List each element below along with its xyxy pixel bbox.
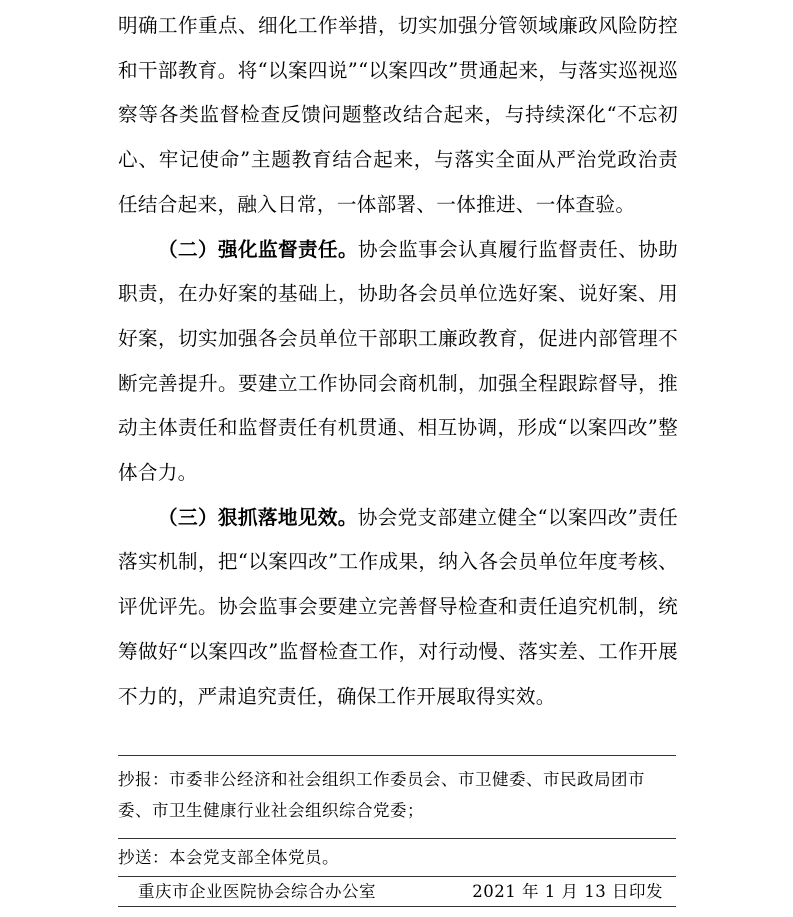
divider-top [118,755,676,756]
paragraph-continuation: 明确工作重点、细化工作举措，切实加强分管领域廉政风险防控和干部教育。将“以案四说”“以案四改”贯通起来，与落实巡视巡察等各类监督检查反馈问题整改结合起来，与持续深化“不忘初心、牢记使命”主题教育结合起来，与落实全面从严治党政治责任结合起来，融入日常，一体部署、一体推进、一体查验。 [118,14,678,216]
report-to-line: 抄报：市委非公经济和社会组织工作委员会、市卫健委、市民政局团市委、市卫生健康行业社会组织综合党委； [118,770,645,820]
paragraph-section-2 [118,228,678,496]
section-2-text: 协会监事会认真履行监督责任、协助职责，在办好案的基础上，协助各会员单位选好案、说好案、用好案，切实加强各会员单位干部职工廉政教育，促进内部管理不断完善提升。要建立工作协同会商机制，加强全程跟踪督导，推动主体责任和监督责任有机贯通、相互协调，形成“以案四改”整体合力。 [118,237,678,485]
section-3-heading: （三）狠抓落地见效。 [158,505,358,529]
paragraph-section-3 [118,496,678,720]
issuing-office: 重庆市企业医院协会综合办公室 [138,882,376,901]
section-3-text: 协会党支部建立健全“以案四改”责任落实机制，把“以案四改”工作成果，纳入各会员单位年度考核、评优评先。协会监事会要建立完善督导检查和责任追究机制，统筹做好“以案四改”监督检查工作，对行动慢、落实差、工作开展不力的，严肃追究责任，确保工作开展取得实效。 [118,505,678,708]
document-body [118,4,678,719]
section-2-heading: （二）强化监督责任。 [158,237,359,261]
divider-footer [118,906,676,907]
divider-middle [118,838,676,839]
copy-to-line: 抄送：本会党支部全体党员。 [118,848,339,867]
issue-date: 2021 年 1 月 13 日印发 [472,882,663,901]
